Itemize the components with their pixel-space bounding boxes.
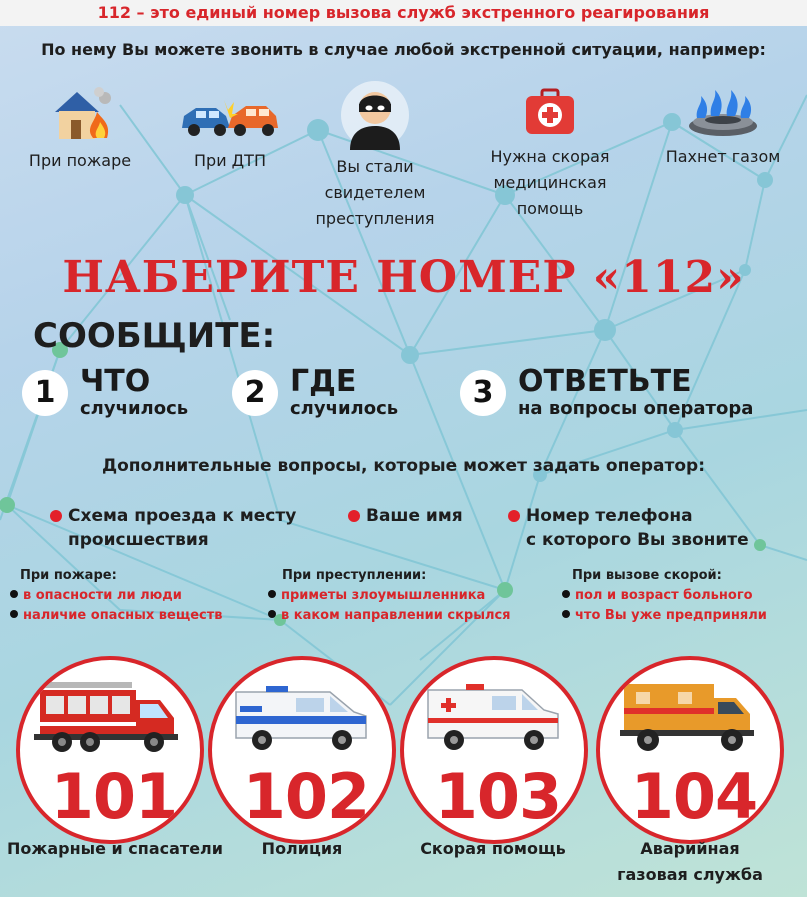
question-line: с которого Вы звоните [526,530,749,550]
bullet-dot [348,510,360,522]
service-name: Скорая помощь [420,839,566,858]
house-fire-icon [45,84,115,144]
question-group-ambulance [562,566,767,626]
step-title: ЧТО [80,364,151,399]
group-title: При вызове скорой: [572,568,722,583]
bullet-dot [10,610,18,618]
service-number: 104 [630,760,758,833]
bullet-dot [562,610,570,618]
bullet-dot [508,510,520,522]
group-item-text: наличие опасных веществ [23,608,223,623]
situation-label: Пахнет газом [665,147,781,166]
service-number: 103 [434,760,562,833]
situation-fire [10,84,150,174]
service-name: Аварийная газовая служба [617,839,763,884]
group-item-text: пол и возраст больного [575,588,753,603]
step-number: 1 [22,370,68,416]
step-subtitle: случилось [290,398,399,419]
bullet-dot [50,510,62,522]
extra-question [526,504,749,552]
group-item-text: в опасности ли люди [23,588,182,603]
header-title: 112 – это единый номер вызова служб экстренного реагирования [97,3,710,22]
ambulance-icon [418,678,568,758]
question-line: Схема проезда к месту [68,506,297,526]
step-subtitle: на вопросы оператора [518,398,754,419]
step-title: ОТВЕТЬТЕ [518,364,692,399]
service-circle [16,656,204,844]
situation-gas [648,84,798,170]
bullet-dot [268,610,276,618]
group-item-text: что Вы уже предприняли [575,608,767,623]
group-item [10,586,223,606]
step-title: ГДЕ [290,364,357,399]
service-circle [596,656,784,844]
car-crash-icon [178,84,282,144]
gas-service-truck-icon [614,678,764,758]
service-circle [400,656,588,844]
question-group-crime [268,566,511,626]
gas-burner-icon [683,84,763,140]
situation-label: Вы стали свидетелем преступления [315,157,435,228]
situation-label: При пожаре [28,151,132,170]
group-item [562,606,767,626]
group-title: При пожаре: [20,568,117,583]
police-van-icon [226,678,376,758]
group-item [562,586,767,606]
report-label: СООБЩИТЕ: [33,316,276,356]
service-number: 101 [50,760,178,833]
question-line: происшествия [68,530,209,550]
situation-accident [160,84,300,174]
step-number: 2 [232,370,278,416]
bullet-dot [10,590,18,598]
group-title: При преступлении: [282,568,427,583]
bullet-dot [562,590,570,598]
situation-label: При ДТП [194,151,266,170]
service-name: Пожарные и спасатели [7,839,223,858]
service-circle [208,656,396,844]
step-number: 3 [460,370,506,416]
group-item [10,606,223,626]
bullet-dot [268,590,276,598]
header-subtitle: По нему Вы можете звонить в случае любой экстренной ситуации, например: [41,40,766,59]
first-aid-kit-icon [522,84,578,140]
group-item [268,606,511,626]
group-item-text: в каком направлении скрылся [281,608,511,623]
service-number: 102 [242,760,370,833]
question-line: Номер телефона [526,506,693,526]
burglar-icon [340,80,410,150]
situation-label: Нужна скорая медицинская помощь [490,147,610,218]
question-group-fire [10,566,223,626]
extra-question [68,504,296,552]
fire-truck-icon [34,678,184,758]
situation-medical [475,84,625,222]
step-subtitle: случилось [80,398,189,419]
service-name: Полиция [261,839,343,858]
extra-question [366,504,463,528]
situation-crime [300,80,450,232]
group-item [268,586,511,606]
headline: НАБЕРИТЕ НОМЕР «112» [62,252,745,303]
question-line: Ваше имя [366,506,463,526]
group-item-text: приметы злоумышленника [281,588,486,603]
extra-questions-title: Дополнительные вопросы, которые может задать оператор: [101,456,706,476]
